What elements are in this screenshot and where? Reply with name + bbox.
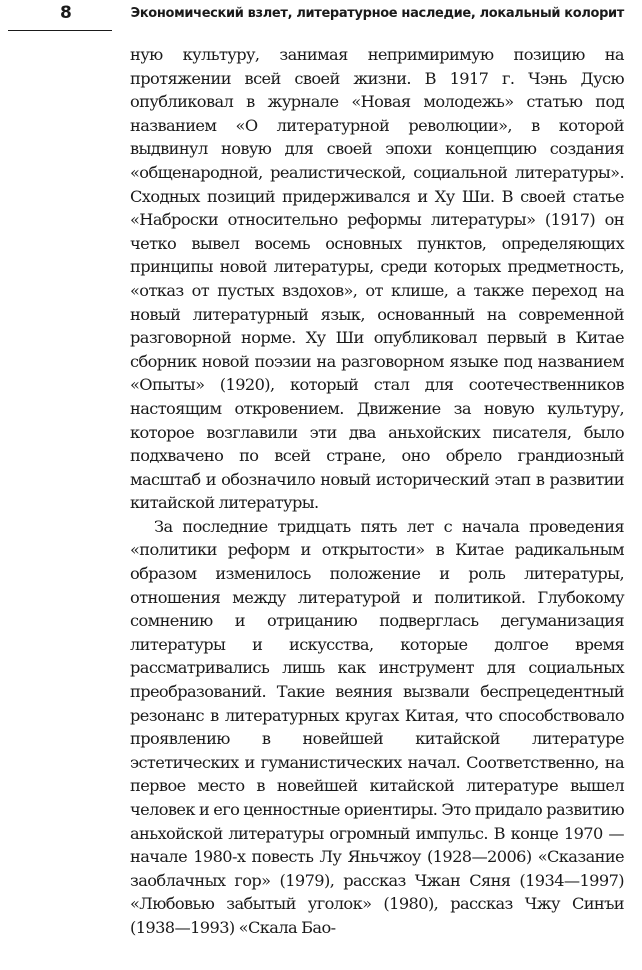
page-number: 8 (60, 3, 72, 23)
running-head: Экономический взлет, литературное наследие, локальный колорит (130, 6, 624, 21)
paragraph: За последние тридцать пять лет с начала проведения «политики реформ и открытости» в Китае радикальным образом изменилось положение и роль литературы, отношения между литературой и политикой. Глубокому сомнению и отрицанию подверглась дегуманизация литературы и искусства, которые долгое время рассматривались лишь как инструмент для социальных преобразований. Такие веяния вызвали беспрецедентный резонанс в литературных кругах Китая, что способствовало проявлению в новейшей китайской литературе эстетических и гуманистических начал. Соответственно, на первое место в новейшей китайской литературе вышел человек и его ценностные ориентиры. Это придало развитию аньхойской литературы огромный импульс. В конце 1970 — начале 1980-х повесть Лу Яньчжоу (1928—2006) «Сказание заоблачных гор» (1979), рассказ Чжан Сяня (1934—1997) «Любовью забытый уголок» (1980), рассказ Чжу Синъи (1938—1993) «Скала Бао- (130, 516, 624, 937)
page-header (0, 0, 642, 36)
header-rule (8, 30, 112, 31)
body-text (130, 43, 624, 940)
paragraph-continued: ную культуру, занимая непримиримую позицию на протяжении всей своей жизни. В 1917 г. Чэнь Дусю опубликовал в журнале «Новая молодежь» статью под названием «О литературной революции», в которой выдвинул новую для своей эпохи концепцию создания «общенародной, реалистической, социальной литературы». Сходных позиций придерживался и Ху Ши. В своей статье «Наброски относительно реформы литературы» (1917) он четко вывел восемь основных пунктов, определяющих принципы новой литературы, среди которых предметность, «отказ от пустых вздохов», от клише, а также переход на новый литературный язык, основанный на современной разговорной норме. Ху Ши опубликовал первый в Китае сборник новой поэзии на разговорном языке под названием «Опыты» (1920), который стал для соотечественников настоящим откровением. Движение за новую культуру, которое возглавили эти два аньхойских писателя, было подхвачено по всей стране, оно обрело грандиозный масштаб и обозначило новый исторический этап в развитии китайской литературы. (130, 45, 624, 513)
